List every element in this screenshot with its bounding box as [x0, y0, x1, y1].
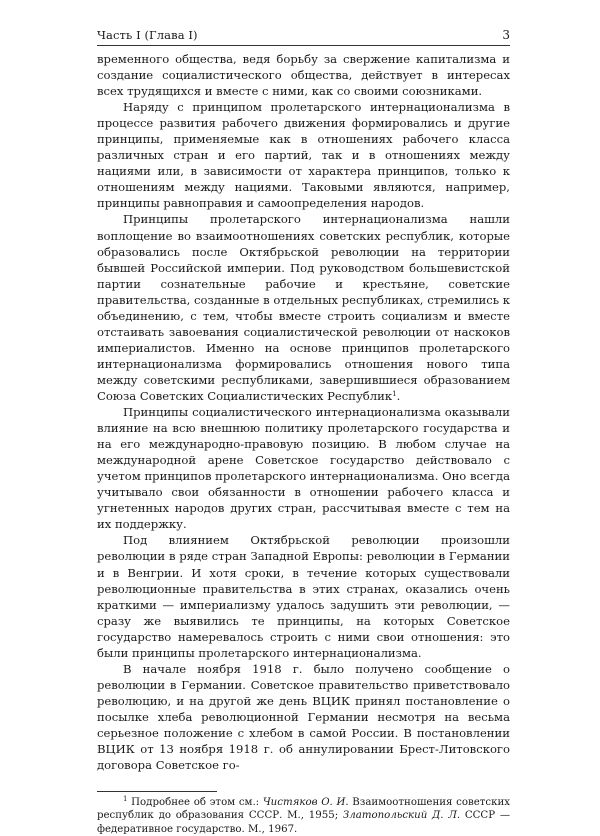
running-head [97, 28, 510, 46]
paragraph: В начале ноября 1918 г. было получено сообщение о революции в Германии. Советское правительство приветствовало революцию, и на другой же день ВЦИК принял постановление о посылке хлеба революционной Германии несмотря на весьма серьезное положение с хлебом в самой России. В постановлении ВЦИК от 13 ноября 1918 г. об аннулировании Брест-Литовского договора Советское го- [97, 661, 510, 773]
page-number: 3 [502, 28, 510, 42]
footnote-author: Златопольский Д. Л. [342, 810, 461, 822]
footnote-reference[interactable]: 1 [392, 389, 397, 398]
paragraph: Наряду с принципом пролетарского интернационализма в процессе развития рабочего движения формировались и другие принципы, применяемые как в отношениях рабочего класса различных стран и его партий, так и в отношениях между нациями или, в зависимости от характера принципов, только к отношениям между нациями. Таковыми являются, например, принципы равноправия и самоопределения народов. [97, 100, 510, 211]
footnote-mark: 1 [123, 795, 128, 804]
footnote-author: Чистяков О. И. [262, 797, 349, 809]
section-title: Часть I (Глава I) [97, 28, 198, 42]
paragraph: Принципы пролетарского интернационализма нашли воплощение во взаимоотношениях советских республик, которые образовались после Октябрьской революции на территории бывшей Российской империи. Под руководством большевистской партии сознательные рабочие и крестьяне, советские правительства, созданные в отдельных республиках, стремились к объединению, с тем, чтобы вместе строить социализм и вместе отстаивать завоевания социалистической революции от наскоков империалистов. Именно на основе принципов пролетарского интернационализма формировались отношения нового типа между советскими республиками, завершившиеся образованием Союза Советских Социалистических Республик$^1$. [97, 212, 510, 403]
page [97, 28, 510, 836]
footnote-divider [97, 791, 217, 792]
paragraph: Под влиянием Октябрьской революции произошли революции в ряде стран Западной Европы: революции в Германии и в Венгрии. И хотя сроки, в течение которых существовали революционные правительства в этих странах, оказались очень краткими — империализму удалось задушить эти революции, — сразу же выявились те принципы, на которых Советское государство намеревалось строить с ними свои отношения: это были принципы пролетарского интернационализма. [97, 533, 510, 660]
paragraph: временного общества, ведя борьбу за свержение капитализма и создание социалистического общества, действует в интересах всех трудящихся и вместе с ними, как со своими союзниками. [97, 52, 510, 99]
footnote: $^1$ Подробнее об этом см.: Чистяков О. И. Взаимоотношения советских республик до образования СССР. М., 1955; Златопольский Д. Л. СССР — федеративное государство. М., 1967. [97, 795, 511, 835]
body-text [97, 51, 510, 773]
paragraph: Принципы социалистического интернационализма оказывали влияние на всю внешнюю политику пролетарского государства и на его международно-правовую позицию. В любом случае на международной арене Советское государство действовало с учетом принципов пролетарского интернационализма. Оно всегда учитывало свои обязанности в отношении рабочего класса и угнетенных народов других стран, рассчитывая вместе с тем на их поддержку. [97, 405, 510, 532]
